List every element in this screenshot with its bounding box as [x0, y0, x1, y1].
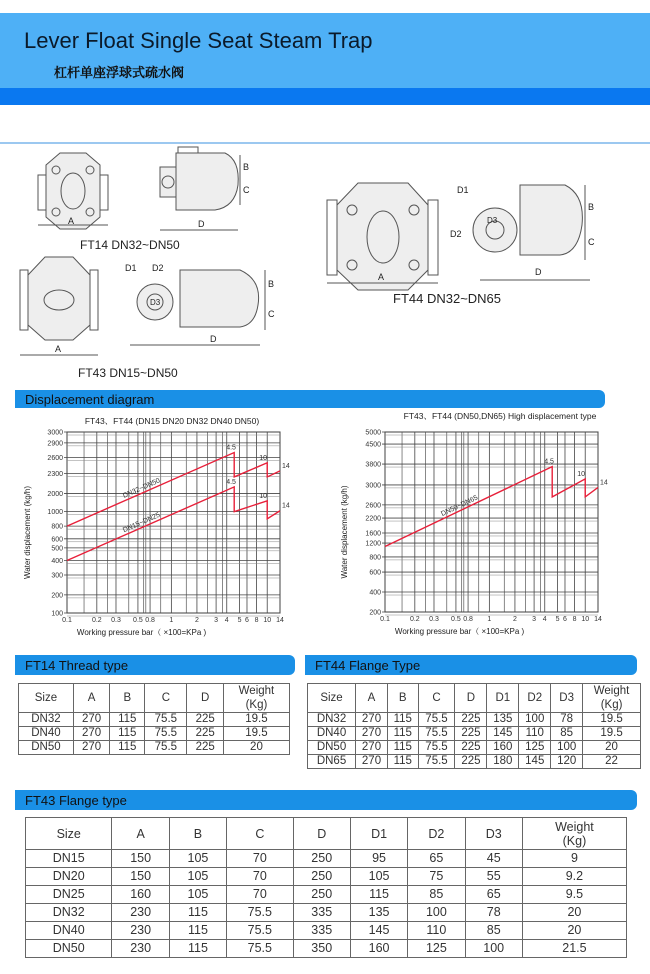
- ft44-side-view: [450, 185, 595, 280]
- column-header: Weight (Kg): [223, 684, 289, 713]
- table-cell: DN15: [26, 850, 112, 868]
- table-row: [308, 713, 641, 727]
- table-cell: 230: [112, 904, 169, 922]
- y-axis-label: Water displacement (kg/h): [340, 485, 349, 579]
- table-cell: 270: [356, 741, 388, 755]
- x-tick-label: 8: [572, 616, 577, 623]
- column-header: B: [110, 684, 145, 713]
- svg-text:B: B: [588, 202, 595, 212]
- y-axis-label: Water displacement (kg/h): [23, 485, 32, 580]
- ft43-side-view: [125, 263, 275, 345]
- y-tick-label: 2200: [365, 515, 381, 523]
- table-row: [26, 922, 627, 940]
- table-cell: 270: [356, 755, 388, 769]
- table-cell: 135: [350, 904, 407, 922]
- chart-title: FT43、FT44 (DN15 DN20 DN32 DN40 DN50): [84, 416, 260, 426]
- y-tick-label: 4500: [365, 441, 381, 449]
- table-cell: 19.5: [583, 727, 641, 741]
- table-cell: 100: [408, 904, 465, 922]
- table-row: [26, 850, 627, 868]
- y-tick-label: 100: [51, 610, 63, 618]
- svg-text:D2: D2: [450, 229, 462, 239]
- page-subtitle: 杠杆单座浮球式疏水阀: [54, 65, 185, 80]
- svg-text:D: D: [535, 267, 542, 277]
- svg-text:D: D: [210, 334, 217, 344]
- table-cell: 19.5: [583, 713, 641, 727]
- table-cell: 75.5: [145, 713, 187, 727]
- table-cell: 225: [455, 713, 487, 727]
- svg-text:A: A: [55, 344, 62, 354]
- table-cell: 9: [522, 850, 626, 868]
- table-row: [26, 886, 627, 904]
- table-cell: 270: [73, 713, 109, 727]
- column-header: C: [418, 684, 455, 713]
- x-tick-label: 4: [542, 616, 547, 623]
- table-cell: 85: [465, 922, 522, 940]
- table-cell: 145: [487, 727, 519, 741]
- svg-text:A: A: [68, 216, 75, 226]
- x-tick-label: 3: [214, 617, 219, 624]
- series-line: [385, 467, 598, 547]
- table-cell: 75.5: [145, 727, 187, 741]
- table-cell: 110: [408, 922, 465, 940]
- table-cell: DN50: [308, 741, 356, 755]
- table-cell: 75.5: [227, 904, 293, 922]
- table-header-row: [26, 818, 627, 850]
- table-cell: 115: [169, 904, 226, 922]
- y-tick-label: 1600: [365, 530, 381, 538]
- table-cell: 125: [408, 940, 465, 958]
- x-tick-label: 14: [594, 616, 602, 623]
- table-cell: 270: [73, 741, 109, 755]
- data-label: 10: [259, 492, 268, 500]
- svg-text:B: B: [268, 279, 275, 289]
- table-cell: 19.5: [223, 727, 289, 741]
- table-cell: 75.5: [145, 741, 187, 755]
- column-header: C: [145, 684, 187, 713]
- table-cell: 105: [350, 868, 407, 886]
- column-header: Size: [19, 684, 74, 713]
- displacement-heading: Displacement diagram: [15, 390, 605, 408]
- table-cell: 225: [455, 741, 487, 755]
- table-cell: 270: [356, 727, 388, 741]
- y-tick-label: 3000: [47, 429, 63, 437]
- table-cell: 20: [522, 922, 626, 940]
- x-tick-label: 0.5: [451, 616, 461, 623]
- table-cell: DN32: [26, 904, 112, 922]
- x-tick-label: 0.2: [409, 616, 420, 623]
- table-cell: 225: [455, 727, 487, 741]
- table-cell: DN40: [19, 727, 74, 741]
- table-cell: 335: [293, 904, 350, 922]
- table-cell: 270: [356, 713, 388, 727]
- table-cell: 180: [487, 755, 519, 769]
- x-tick-label: 8: [254, 617, 259, 624]
- table-cell: 75.5: [227, 940, 293, 958]
- table-cell: 150: [112, 868, 169, 886]
- table-header-row: [308, 684, 641, 713]
- table-cell: 160: [487, 741, 519, 755]
- column-header: A: [73, 684, 109, 713]
- table-cell: 225: [187, 727, 223, 741]
- ft44-table: [307, 683, 641, 769]
- x-tick-label: 6: [245, 617, 249, 624]
- table-cell: 65: [465, 886, 522, 904]
- x-tick-label: 0.5: [133, 617, 143, 624]
- table-cell: 225: [455, 755, 487, 769]
- x-tick-label: 0.3: [429, 616, 439, 623]
- table-cell: 230: [112, 922, 169, 940]
- table-cell: 100: [519, 713, 551, 727]
- table-cell: 85: [408, 886, 465, 904]
- column-header: Weight (Kg): [583, 684, 641, 713]
- svg-text:C: C: [588, 237, 595, 247]
- y-tick-label: 2600: [47, 454, 63, 462]
- svg-text:A: A: [378, 272, 385, 282]
- x-tick-label: 0.1: [380, 616, 390, 623]
- table-cell: 115: [387, 741, 418, 755]
- ft14-front-view: [38, 153, 108, 229]
- series-label: DN32~DN50: [121, 477, 162, 500]
- ft44-label: FT44 DN32~DN65: [393, 291, 502, 306]
- table-cell: DN20: [26, 868, 112, 886]
- table-row: [308, 755, 641, 769]
- table-cell: 160: [112, 886, 169, 904]
- table-cell: 115: [387, 727, 418, 741]
- table-cell: 78: [551, 713, 583, 727]
- table-cell: 75.5: [418, 755, 455, 769]
- column-header: A: [356, 684, 388, 713]
- y-tick-label: 3000: [365, 482, 381, 490]
- table-header-row: [19, 684, 290, 713]
- x-tick-label: 4: [224, 617, 229, 624]
- table-cell: DN50: [26, 940, 112, 958]
- y-tick-label: 2900: [47, 440, 63, 448]
- table-cell: 75.5: [418, 727, 455, 741]
- table-cell: 125: [519, 741, 551, 755]
- table-cell: 75.5: [227, 922, 293, 940]
- x-tick-label: 0.2: [91, 617, 102, 624]
- x-tick-label: 0.3: [111, 617, 121, 624]
- y-tick-label: 800: [51, 523, 63, 531]
- svg-text:D3: D3: [487, 216, 498, 225]
- x-tick-label: 5: [237, 617, 242, 624]
- ft14-label: FT14 DN32~DN50: [80, 238, 180, 252]
- x-tick-label: 0.8: [145, 617, 155, 624]
- table-cell: 22: [583, 755, 641, 769]
- x-tick-label: 10: [263, 617, 272, 624]
- table-cell: 115: [387, 755, 418, 769]
- y-tick-label: 500: [51, 545, 63, 553]
- data-label: 4.5: [544, 458, 554, 466]
- series-line: [67, 453, 280, 527]
- y-tick-label: 5000: [365, 429, 381, 437]
- ft14-heading: FT14 Thread type: [15, 655, 295, 675]
- table-row: [26, 868, 627, 886]
- table-cell: 20: [522, 904, 626, 922]
- data-label: 14: [600, 479, 608, 487]
- table-cell: 335: [293, 922, 350, 940]
- table-cell: 225: [187, 713, 223, 727]
- data-label: 4.5: [226, 478, 236, 486]
- table-cell: 115: [110, 727, 145, 741]
- x-tick-label: 3: [532, 616, 537, 623]
- column-header: Weight (Kg): [522, 818, 626, 850]
- x-axis-label: Working pressure bar（ ×100=KPa ): [394, 627, 525, 636]
- column-header: D3: [551, 684, 583, 713]
- table-cell: 250: [293, 886, 350, 904]
- table-cell: 115: [169, 922, 226, 940]
- table-cell: 105: [169, 868, 226, 886]
- table-cell: 120: [551, 755, 583, 769]
- table-cell: 350: [293, 940, 350, 958]
- y-tick-label: 200: [369, 609, 381, 617]
- y-tick-label: 3800: [365, 461, 381, 469]
- column-header: Size: [26, 818, 112, 850]
- page-title: Lever Float Single Seat Steam Trap: [24, 28, 373, 53]
- table-row: [19, 727, 290, 741]
- table-row: [308, 741, 641, 755]
- column-header: B: [387, 684, 418, 713]
- table-cell: 115: [350, 886, 407, 904]
- x-tick-label: 1: [169, 617, 174, 624]
- displacement-chart-high: [325, 410, 650, 642]
- table-row: [26, 904, 627, 922]
- column-header: D: [187, 684, 223, 713]
- table-cell: 45: [465, 850, 522, 868]
- table-row: [26, 940, 627, 958]
- series-label: DN50~DN65: [440, 494, 480, 518]
- table-cell: 230: [112, 940, 169, 958]
- x-tick-label: 0.8: [463, 616, 473, 623]
- table-cell: 70: [227, 886, 293, 904]
- table-cell: DN40: [26, 922, 112, 940]
- ft44-front-view: [327, 183, 438, 290]
- y-tick-label: 2000: [47, 491, 63, 499]
- ft44-heading: FT44 Flange Type: [305, 655, 637, 675]
- series-line: [67, 487, 280, 561]
- ft14-table: [18, 683, 290, 755]
- column-header: D3: [465, 818, 522, 850]
- y-tick-label: 600: [51, 536, 63, 544]
- x-tick-label: 2: [512, 616, 517, 623]
- ft43-table: [25, 817, 627, 958]
- y-tick-label: 2600: [365, 502, 381, 510]
- table-cell: DN40: [308, 727, 356, 741]
- table-cell: 270: [73, 727, 109, 741]
- table-cell: 9.5: [522, 886, 626, 904]
- x-axis-label: Working pressure bar（ ×100=KPa ): [76, 628, 207, 637]
- table-row: [19, 741, 290, 755]
- svg-text:C: C: [243, 185, 250, 195]
- table-cell: 115: [110, 741, 145, 755]
- x-tick-label: 0.1: [62, 617, 72, 624]
- column-header: A: [112, 818, 169, 850]
- table-cell: 105: [169, 886, 226, 904]
- series-label: DN15~DN25: [121, 511, 162, 535]
- table-row: [308, 727, 641, 741]
- table-cell: 115: [387, 713, 418, 727]
- table-cell: 65: [408, 850, 465, 868]
- y-tick-label: 300: [51, 572, 63, 580]
- svg-text:D: D: [198, 219, 205, 229]
- technical-drawings: [0, 145, 650, 390]
- table-cell: 70: [227, 868, 293, 886]
- table-cell: DN25: [26, 886, 112, 904]
- x-tick-label: 1: [487, 616, 492, 623]
- table-cell: 75.5: [418, 741, 455, 755]
- table-cell: 55: [465, 868, 522, 886]
- table-cell: 19.5: [223, 713, 289, 727]
- table-cell: 135: [487, 713, 519, 727]
- plot-area: [385, 432, 598, 612]
- plot-area: [67, 432, 280, 613]
- table-cell: 250: [293, 868, 350, 886]
- table-cell: DN32: [308, 713, 356, 727]
- data-label: 10: [577, 470, 586, 478]
- data-label: 14: [282, 502, 290, 510]
- table-cell: 75.5: [418, 713, 455, 727]
- y-tick-label: 400: [51, 558, 63, 566]
- column-header: D: [293, 818, 350, 850]
- y-tick-label: 2300: [47, 471, 63, 479]
- table-cell: 9.2: [522, 868, 626, 886]
- displacement-chart-standard: [0, 410, 325, 642]
- table-cell: 160: [350, 940, 407, 958]
- table-cell: DN32: [19, 713, 74, 727]
- table-cell: 250: [293, 850, 350, 868]
- table-cell: 150: [112, 850, 169, 868]
- column-header: C: [227, 818, 293, 850]
- svg-text:D2: D2: [152, 263, 164, 273]
- table-cell: 20: [223, 741, 289, 755]
- table-cell: 100: [551, 741, 583, 755]
- table-cell: 225: [187, 741, 223, 755]
- column-header: Size: [308, 684, 356, 713]
- x-tick-label: 5: [555, 616, 560, 623]
- table-cell: 145: [519, 755, 551, 769]
- y-tick-label: 1000: [47, 509, 63, 517]
- table-cell: DN65: [308, 755, 356, 769]
- y-tick-label: 600: [369, 569, 381, 577]
- column-header: D1: [350, 818, 407, 850]
- y-tick-label: 400: [369, 589, 381, 597]
- y-tick-label: 1200: [365, 540, 381, 548]
- x-tick-label: 2: [194, 617, 199, 624]
- table-cell: 115: [110, 713, 145, 727]
- ft43-heading: FT43 Flange type: [15, 790, 637, 810]
- svg-text:B: B: [243, 162, 250, 172]
- svg-text:C: C: [268, 309, 275, 319]
- header-stripe: [0, 88, 650, 105]
- table-cell: 78: [465, 904, 522, 922]
- ft43-front-view: [20, 257, 98, 355]
- data-label: 10: [259, 454, 268, 462]
- column-header: D: [455, 684, 487, 713]
- svg-text:D3: D3: [150, 298, 161, 307]
- data-label: 4.5: [226, 444, 236, 452]
- column-header: D2: [408, 818, 465, 850]
- table-cell: 105: [169, 850, 226, 868]
- table-cell: 145: [350, 922, 407, 940]
- table-cell: 100: [465, 940, 522, 958]
- x-tick-label: 6: [563, 616, 567, 623]
- table-cell: 115: [169, 940, 226, 958]
- table-cell: 75: [408, 868, 465, 886]
- svg-text:D1: D1: [125, 263, 137, 273]
- table-cell: 95: [350, 850, 407, 868]
- table-cell: 110: [519, 727, 551, 741]
- x-tick-label: 10: [581, 616, 590, 623]
- data-label: 14: [282, 462, 290, 470]
- x-tick-label: 14: [276, 617, 284, 624]
- ft14-side-view: [160, 147, 250, 230]
- svg-text:D1: D1: [457, 185, 469, 195]
- y-tick-label: 800: [369, 554, 381, 562]
- y-tick-label: 200: [51, 592, 63, 600]
- ft43-label: FT43 DN15~DN50: [78, 366, 178, 380]
- table-cell: DN50: [19, 741, 74, 755]
- divider: [0, 142, 650, 144]
- column-header: D1: [487, 684, 519, 713]
- table-cell: 21.5: [522, 940, 626, 958]
- table-cell: 70: [227, 850, 293, 868]
- table-cell: 20: [583, 741, 641, 755]
- chart-title: FT43、FT44 (DN50,DN65) High displacement type: [403, 411, 597, 421]
- table-cell: 85: [551, 727, 583, 741]
- column-header: B: [169, 818, 226, 850]
- table-row: [19, 713, 290, 727]
- column-header: D2: [519, 684, 551, 713]
